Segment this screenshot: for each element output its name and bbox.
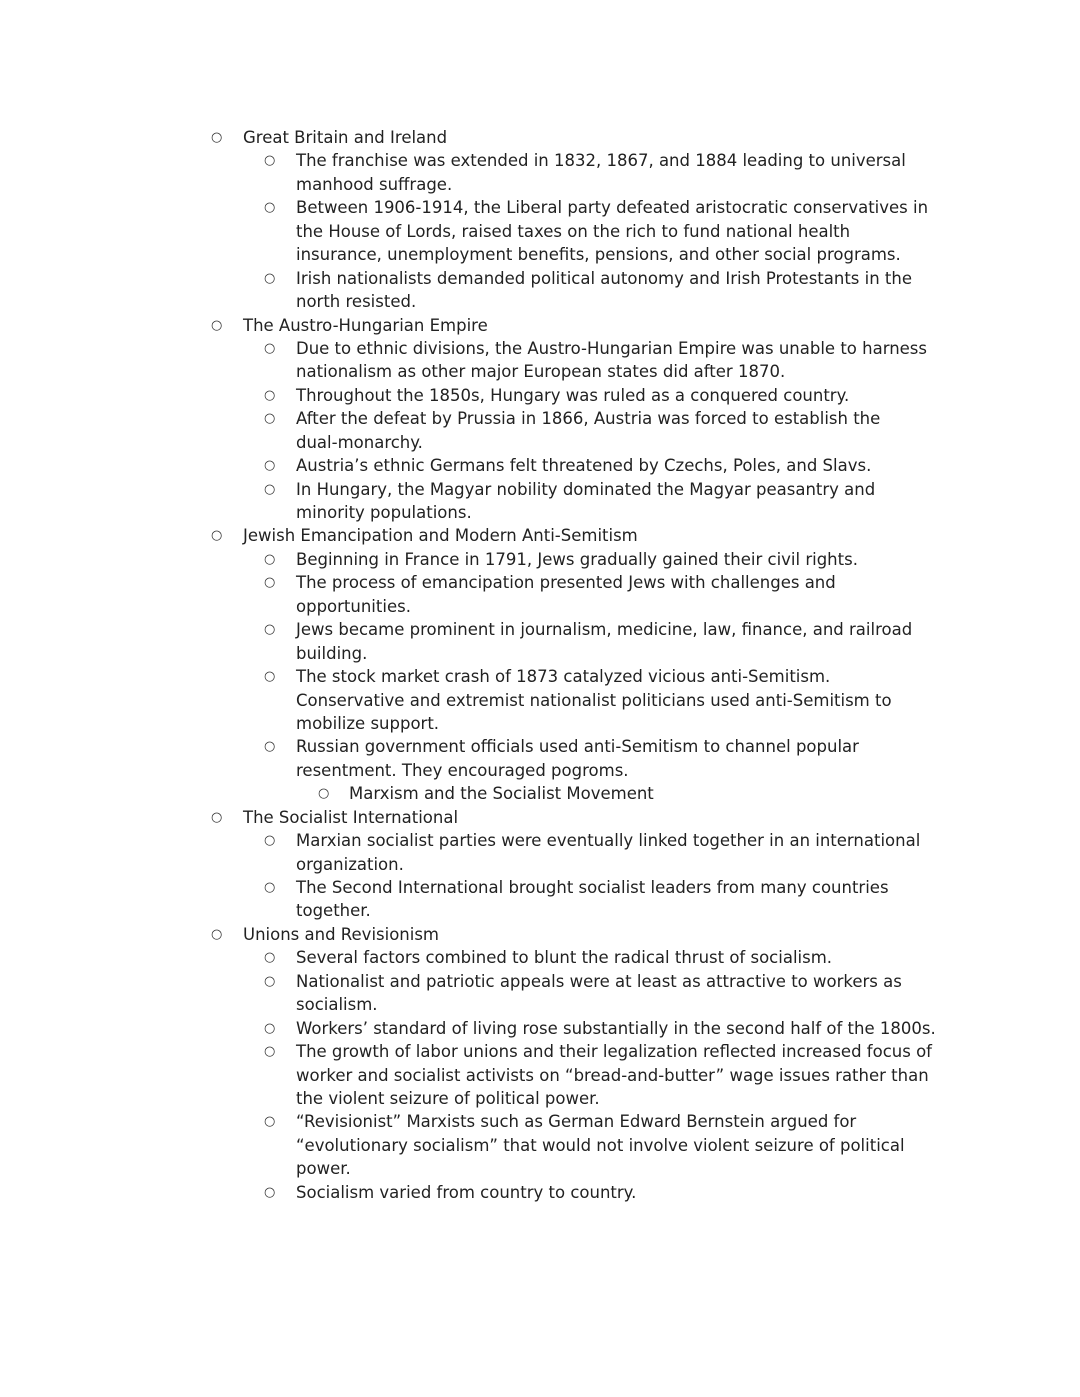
- line-text: The Second International brought socialist leaders from many countries: [296, 878, 889, 897]
- line-text: Marxian socialist parties were eventually linked together in an international: [296, 831, 921, 851]
- line-text: power.: [296, 1159, 351, 1179]
- line-text: Workers’ standard of living rose substantially in the second half of the 1800s.: [296, 1018, 936, 1038]
- line-text: Due to ethnic divisions, the Austro-Hungarian Empire was unable to harness: [296, 338, 928, 358]
- list-item: [0, 149, 1080, 172]
- line-text: the House of Lords, raised taxes on the rich to fund national health: [296, 221, 851, 241]
- line-text: socialism.: [296, 995, 378, 1015]
- hollow-circle-bullet-icon: ○: [264, 1114, 276, 1130]
- section-heading: [0, 126, 1080, 149]
- list-item: [0, 876, 1080, 899]
- list-item: [0, 1017, 1080, 1040]
- list-item: [0, 337, 1080, 360]
- line-text: Unions and Revisionism: [243, 924, 440, 944]
- line-text: Irish nationalists demanded political autonomy and Irish Protestants in the: [296, 268, 913, 288]
- hollow-circle-bullet-icon: ○: [264, 411, 276, 427]
- document-body: [0, 126, 1080, 1204]
- continuation-line: [0, 1064, 1080, 1087]
- list-item: [0, 618, 1080, 641]
- continuation-line: [0, 1087, 1080, 1110]
- continuation-line: [0, 595, 1080, 618]
- hollow-circle-bullet-icon: ○: [211, 528, 223, 544]
- line-text: Between 1906-1914, the Liberal party defeated aristocratic conservatives in: [296, 198, 929, 218]
- line-text: nationalism as other major European states did after 1870.: [296, 362, 786, 382]
- hollow-circle-bullet-icon: ○: [264, 833, 276, 849]
- line-text: Conservative and extremist nationalist politicians used anti-Semitism to: [296, 690, 892, 710]
- list-item: [0, 548, 1080, 571]
- continuation-line: [0, 993, 1080, 1016]
- hollow-circle-bullet-icon: ○: [264, 973, 276, 989]
- hollow-circle-bullet-icon: ○: [264, 880, 276, 895]
- continuation-line: [0, 220, 1080, 243]
- continuation-line: [0, 712, 1080, 735]
- line-text: worker and socialist activists on “bread-and-butter” wage issues rather than: [296, 1065, 929, 1085]
- hollow-circle-bullet-icon: ○: [264, 669, 276, 685]
- hollow-circle-bullet-icon: ○: [264, 622, 276, 638]
- line-text: Jews became prominent in journalism, medicine, law, finance, and railroad: [296, 620, 913, 640]
- line-text: manhood suffrage.: [296, 174, 453, 194]
- line-text: The process of emancipation presented Jews with challenges and: [296, 573, 836, 593]
- line-text: Jewish Emancipation and Modern Anti-Semitism: [243, 526, 638, 546]
- line-text: insurance, unemployment benefits, pensions, and other social programs.: [296, 245, 901, 265]
- line-text: building.: [296, 643, 368, 663]
- list-item: [0, 665, 1080, 688]
- hollow-circle-bullet-icon: ○: [264, 1044, 276, 1060]
- list-item: [0, 970, 1080, 993]
- continuation-line: [0, 501, 1080, 524]
- section-heading: [0, 314, 1080, 337]
- line-text: Throughout the 1850s, Hungary was ruled as a conquered country.: [296, 385, 850, 405]
- list-item: [0, 267, 1080, 290]
- continuation-line: [0, 899, 1080, 922]
- line-text: mobilize support.: [296, 713, 440, 733]
- hollow-circle-bullet-icon: ○: [264, 739, 276, 755]
- hollow-circle-bullet-icon: ○: [318, 786, 330, 802]
- line-text: Austria’s ethnic Germans felt threatened by Czechs, Poles, and Slavs.: [296, 456, 872, 476]
- continuation-line: [0, 431, 1080, 454]
- line-text: The franchise was extended in 1832, 1867, and 1884 leading to universal: [296, 151, 906, 171]
- continuation-line: [0, 689, 1080, 712]
- continuation-line: [0, 853, 1080, 876]
- line-text: opportunities.: [296, 596, 411, 616]
- line-text: minority populations.: [296, 503, 472, 522]
- list-item: [0, 571, 1080, 594]
- line-text: the violent seizure of political power.: [296, 1088, 600, 1108]
- list-item: [0, 1040, 1080, 1063]
- line-text: dual-monarchy.: [296, 432, 423, 452]
- section-heading: [0, 806, 1080, 829]
- hollow-circle-bullet-icon: ○: [211, 317, 223, 333]
- hollow-circle-bullet-icon: ○: [264, 575, 276, 591]
- continuation-line: [0, 173, 1080, 196]
- list-item: [0, 1110, 1080, 1133]
- hollow-circle-bullet-icon: ○: [264, 1184, 276, 1200]
- line-text: north resisted.: [296, 292, 417, 312]
- hollow-circle-bullet-icon: ○: [264, 200, 276, 216]
- section-heading: [0, 524, 1080, 547]
- hollow-circle-bullet-icon: ○: [211, 926, 223, 942]
- line-text: “Revisionist” Marxists such as German Edward Bernstein argued for: [296, 1112, 857, 1132]
- hollow-circle-bullet-icon: ○: [264, 270, 276, 286]
- line-text: together.: [296, 901, 371, 921]
- line-text: Beginning in France in 1791, Jews gradually gained their civil rights.: [296, 549, 858, 569]
- line-text: Russian government officials used anti-Semitism to channel popular: [296, 737, 859, 757]
- list-item: [0, 829, 1080, 852]
- list-item: [0, 384, 1080, 407]
- line-text: In Hungary, the Magyar nobility dominated the Magyar peasantry and: [296, 479, 876, 499]
- line-text: The Socialist International: [243, 807, 459, 827]
- section-heading: [0, 923, 1080, 946]
- hollow-circle-bullet-icon: ○: [264, 551, 276, 567]
- list-item: [0, 946, 1080, 969]
- line-text: Socialism varied from country to country.: [296, 1182, 637, 1202]
- line-text: Several factors combined to blunt the radical thrust of socialism.: [296, 948, 833, 968]
- line-text: Great Britain and Ireland: [243, 128, 448, 147]
- list-item: [0, 478, 1080, 501]
- hollow-circle-bullet-icon: ○: [264, 153, 276, 169]
- hollow-circle-bullet-icon: ○: [264, 458, 276, 474]
- hollow-circle-bullet-icon: ○: [264, 950, 276, 966]
- list-item: [0, 407, 1080, 430]
- continuation-line: [0, 360, 1080, 383]
- list-item: [0, 782, 1080, 805]
- line-text: After the defeat by Prussia in 1866, Austria was forced to establish the: [296, 409, 881, 429]
- list-item: [0, 196, 1080, 219]
- continuation-line: [0, 642, 1080, 665]
- list-item: [0, 1181, 1080, 1204]
- hollow-circle-bullet-icon: ○: [211, 130, 223, 145]
- line-text: “evolutionary socialism” that would not involve violent seizure of political: [296, 1135, 905, 1155]
- continuation-line: [0, 1157, 1080, 1180]
- line-text: The stock market crash of 1873 catalyzed vicious anti-Semitism.: [296, 667, 831, 687]
- line-text: Nationalist and patriotic appeals were at least as attractive to workers as: [296, 971, 902, 991]
- continuation-line: [0, 759, 1080, 782]
- list-item: [0, 735, 1080, 758]
- hollow-circle-bullet-icon: ○: [211, 809, 223, 825]
- hollow-circle-bullet-icon: ○: [264, 481, 276, 497]
- line-text: Marxism and the Socialist Movement: [349, 784, 654, 804]
- continuation-line: [0, 243, 1080, 266]
- hollow-circle-bullet-icon: ○: [264, 340, 276, 356]
- line-text: The growth of labor unions and their legalization reflected increased focus of: [296, 1042, 932, 1062]
- continuation-line: [0, 1134, 1080, 1157]
- line-text: resentment. They encouraged pogroms.: [296, 760, 629, 780]
- list-item: [0, 454, 1080, 477]
- hollow-circle-bullet-icon: ○: [264, 387, 276, 403]
- line-text: The Austro-Hungarian Empire: [243, 315, 488, 335]
- line-text: organization.: [296, 854, 404, 874]
- continuation-line: [0, 290, 1080, 313]
- hollow-circle-bullet-icon: ○: [264, 1020, 276, 1036]
